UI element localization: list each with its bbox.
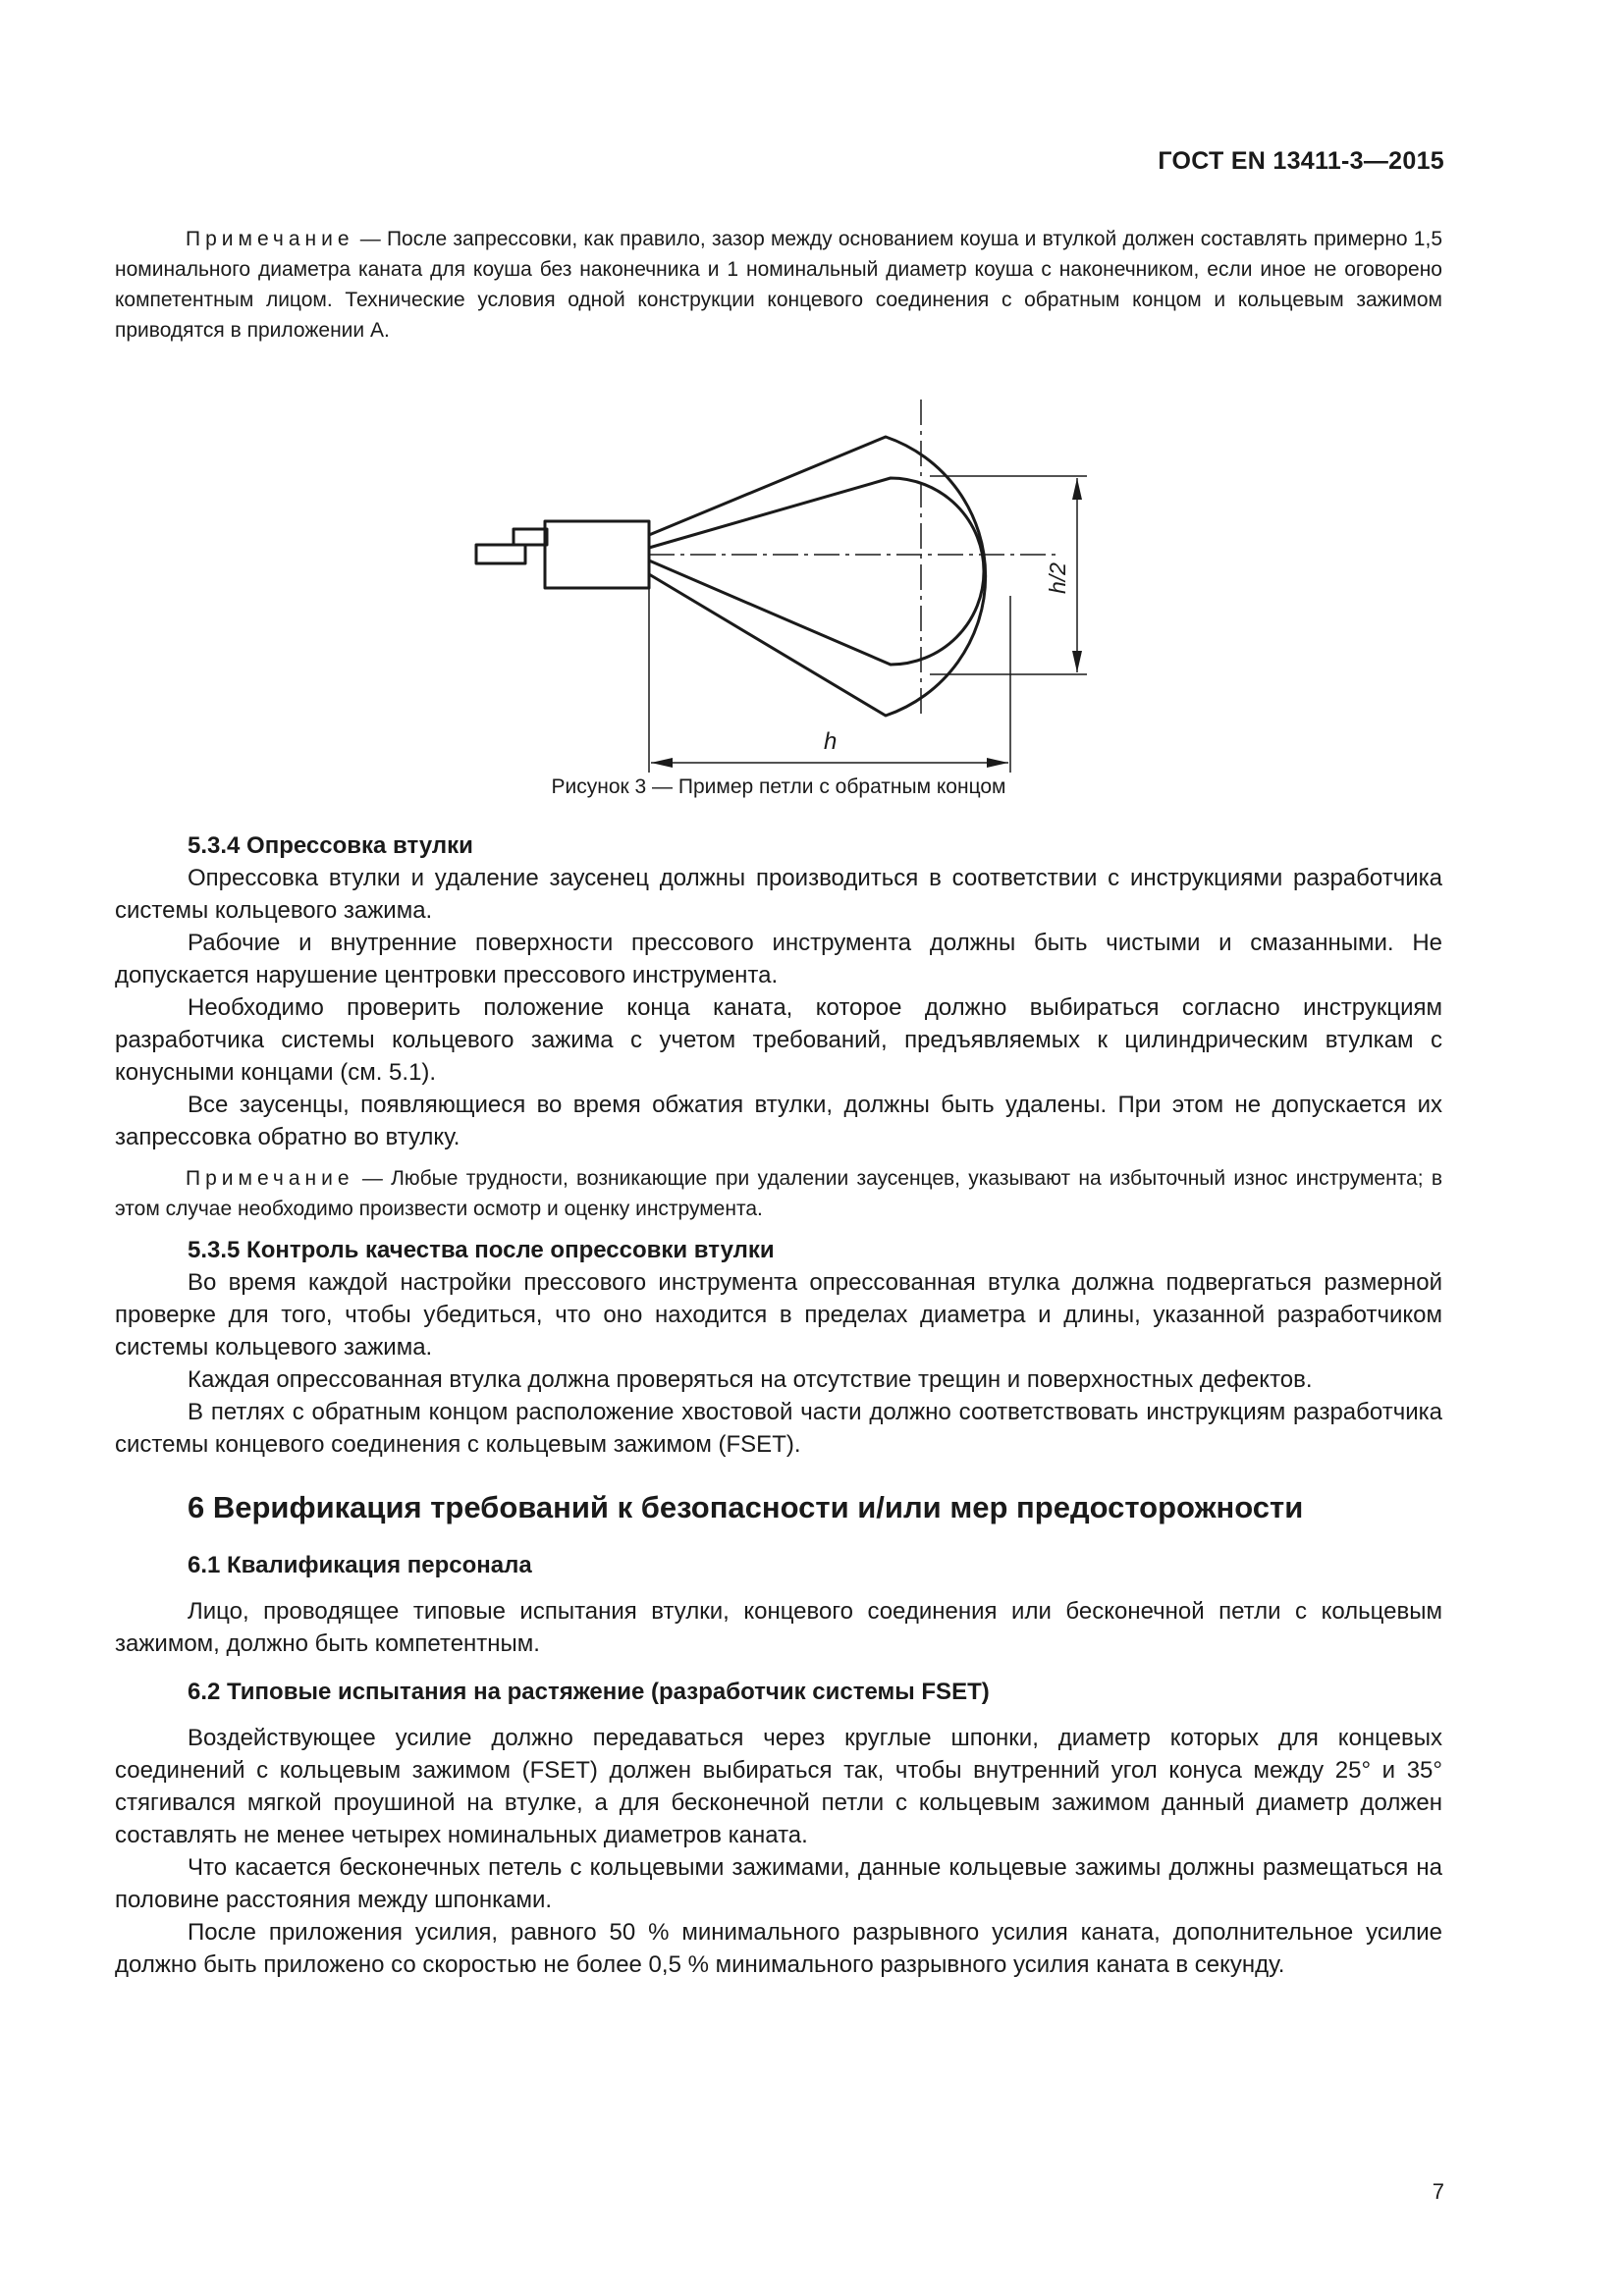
paragraph: Необходимо проверить положение конца каната, которое должно выбираться согласно инструкциям разработчика системы кольцевого зажима с учетом требований, предъявляемых к цилиндрическим втулкам с конусными концами (см. 5.1). (115, 994, 1442, 1086)
ferrule (545, 521, 649, 588)
paragraph: Все заусенцы, появляющиеся во время обжатия втулки, должны быть удалены. При этом не допускается их запрессовка обратно во втулку. (115, 1092, 1442, 1150)
paragraph: Воздействующее усилие должно передаваться через круглые шпонки, диаметр которых для концевых соединений с кольцевым зажимом (FSET) должен выбираться так, чтобы внутренний угол конуса между 25° и 35° стягивался мягкой проушиной на втулке, а для бесконечной петли с кольцевым зажимом данный диаметр должен составлять не менее четырех номинальных диаметров каната. (115, 1725, 1442, 1848)
paragraph: В петлях с обратным концом расположение хвостовой части должно соответствовать инструкциям разработчика системы концевого соединения с кольцевым зажимом (FSET). (115, 1399, 1442, 1458)
paragraph: Во время каждой настройки прессового инструмента опрессованная втулка должна подвергаться размерной проверке для того, чтобы убедиться, что оно находится в пределах диаметра и длины, указанной разработчиком системы кольцевого зажима. (115, 1269, 1442, 1361)
paragraph: Опрессовка втулки и удаление заусенец должны производиться в соответствии с инструкциями разработчика системы кольцевого зажима. (115, 865, 1442, 924)
arrow-head (651, 758, 673, 768)
section-5-3-5-title: 5.3.5 Контроль качества после опрессовки втулки (188, 1237, 775, 1263)
label-h: h (824, 728, 838, 755)
loop-inner-contour (649, 478, 984, 665)
note-text: — После запрессовки, как правило, зазор между основанием коуша и втулкой должен составлять примерно 1,5 номинального диаметра каната для коуша без наконечника и 1 номинальный диаметр коуша с наконечником, если иное не оговорено компетентным лицом. Технические условия одной конструкции концевого соединения с обратным концом и кольцевым зажимом приводятся в приложении А. (115, 228, 1442, 342)
paragraph: Каждая опрессованная втулка должна проверяться на отсутствие трещин и поверхностных дефектов. (188, 1366, 1313, 1393)
rope-tail (476, 545, 525, 563)
thimble-loop-drawing (115, 380, 1442, 755)
note-text: — Любые трудности, возникающие при удалении заусенцев, указывают на избыточный износ инструмента; в этом случае необходимо произвести осмотр и оценку инструмента. (115, 1167, 1442, 1220)
section-6-2-title: 6.2 Типовые испытания на растяжение (разработчик системы FSET) (188, 1679, 990, 1705)
arrow-head (987, 758, 1008, 768)
paragraph: После приложения усилия, равного 50 % минимального разрывного усилия каната, дополнительное усилие должно быть приложено со скоростью не более 0,5 % минимального разрывного усилия каната в секунду. (115, 1919, 1442, 1978)
figure-3 (115, 380, 1442, 755)
label-h-half: h/2 (1045, 562, 1070, 594)
section-6-1-title: 6.1 Квалификация персонала (188, 1552, 532, 1578)
figure-caption: Рисунок 3 — Пример петли с обратным концом (551, 775, 1006, 798)
section-6-title: 6 Верификация требований к безопасности и/или мер предосторожности (188, 1490, 1304, 1524)
arrow-head (1072, 478, 1082, 500)
section-5-3-4-title: 5.3.4 Опрессовка втулки (188, 832, 473, 859)
arrow-head (1072, 651, 1082, 672)
paragraph: Лицо, проводящее типовые испытания втулки, концевого соединения или бесконечной петли с кольцевым зажимом, должно быть компетентным. (115, 1598, 1442, 1657)
page-number: 7 (1432, 2179, 1444, 2204)
page-content (115, 224, 1442, 1981)
note-label: Примечание (186, 228, 354, 250)
note-1 (115, 224, 1442, 346)
note-2 (115, 1163, 1442, 1224)
paragraph: Что касается бесконечных петель с кольцевыми зажимами, данные кольцевые зажимы должны размещаться на половине расстояния между шпонками. (115, 1854, 1442, 1913)
paragraph: Рабочие и внутренние поверхности прессового инструмента должны быть чистыми и смазанными. Не допускается нарушение центровки прессового инструмента. (115, 930, 1442, 988)
note-label: Примечание (186, 1167, 354, 1190)
standard-code-header: ГОСТ EN 13411-3—2015 (1158, 147, 1444, 175)
rope-end-stub (514, 529, 547, 545)
